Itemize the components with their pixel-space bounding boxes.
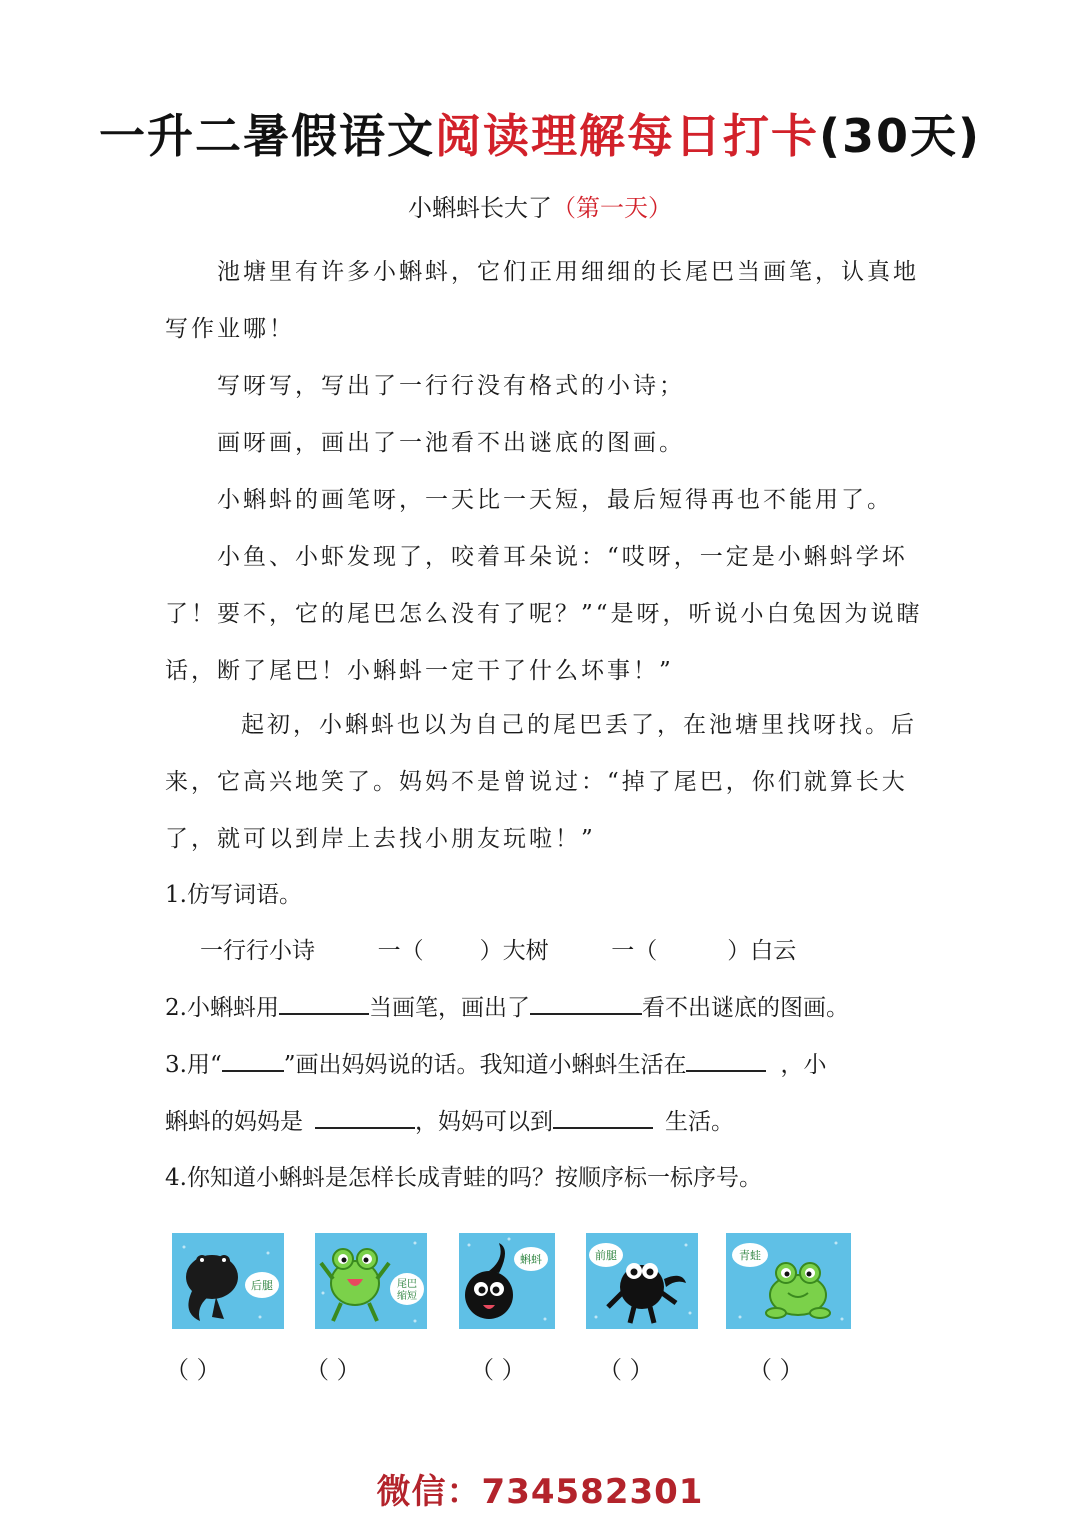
story-title: [0, 188, 1080, 223]
answer-blank[interactable]: [279, 991, 369, 1015]
day-label: （第一天）: [552, 194, 672, 222]
question-3: [165, 1037, 925, 1094]
order-blank[interactable]: （ ）: [598, 1356, 654, 1384]
question-1-items: [200, 923, 960, 980]
q2-text-c: 看不出谜底的图画。: [641, 995, 849, 1021]
blank-2-right: ）白云: [727, 938, 797, 964]
question-4: 4.你知道小蝌蚪是怎样长成青蛙的吗？按顺序标一标序号。: [165, 1165, 762, 1191]
order-blank[interactable]: （ ）: [748, 1356, 804, 1384]
example-word: 一行行小诗: [200, 938, 315, 964]
answer-blank[interactable]: [315, 1105, 415, 1129]
picture-caption: 蝌蚪: [520, 1253, 542, 1266]
tadpole-front-legs-icon: [586, 1233, 698, 1329]
order-blank[interactable]: （ ）: [305, 1356, 361, 1384]
q3-text-c: ，小: [780, 1052, 827, 1078]
growth-pictures: [0, 1233, 1080, 1333]
q2-text-a: 2.小蝌蚪用: [165, 995, 279, 1021]
q3-text-a: 3.用“: [165, 1052, 222, 1078]
picture-caption: 青蛙: [739, 1249, 761, 1262]
title-part3: (30天): [818, 109, 982, 163]
q2-text-b: 当画笔，画出了: [368, 995, 530, 1021]
q3-text-e: ，妈妈可以到: [415, 1109, 553, 1135]
blank-2-left: 一（: [611, 938, 658, 964]
blank-1-left: 一（: [377, 938, 424, 964]
q3-text-d: 蝌蚪的妈妈是: [165, 1109, 303, 1135]
caption-line: 尾巴: [397, 1279, 417, 1290]
caption-line: 缩短: [397, 1291, 417, 1302]
answer-blank[interactable]: [686, 1048, 766, 1072]
wechat-contact: 微信：734582301: [376, 1472, 704, 1512]
passage-paragraph: 画呀画，画出了一池看不出谜底的图画。: [217, 430, 685, 456]
tadpole-icon: [459, 1233, 555, 1329]
passage-paragraph: 小鱼、小虾发现了，咬着耳朵说：“哎呀，一定是小蝌蚪学坏了！要不，它的尾巴怎么没有了呢？”“是呀，听说小白兔因为说瞎话，断了尾巴！小蝌蚪一定干了什么坏事！”: [165, 544, 923, 684]
question-1: 1.仿写词语。: [165, 882, 302, 908]
q3-text-f: 生活。: [665, 1109, 734, 1135]
question-2: [165, 980, 925, 1037]
frog-icon: [726, 1233, 851, 1329]
passage-paragraph: 池塘里有许多小蝌蚪，它们正用细细的长尾巴当画笔，认真地写作业哪！: [165, 259, 919, 342]
picture-caption: 后腿: [251, 1279, 273, 1292]
page-title: [0, 100, 1080, 166]
answer-blank[interactable]: [553, 1105, 653, 1129]
blank-1-right: ）大树: [479, 938, 549, 964]
picture-caption: 前腿: [595, 1249, 617, 1262]
story-name: 小蝌蚪长大了: [408, 194, 552, 222]
answer-blank[interactable]: [530, 991, 642, 1015]
order-blank[interactable]: （ ）: [470, 1356, 526, 1384]
order-blank[interactable]: （ ）: [165, 1356, 221, 1384]
tadpole-back-legs-icon: [172, 1233, 284, 1329]
title-part1: 一升二暑假语文: [98, 109, 435, 163]
passage-paragraph: 写呀写，写出了一行行没有格式的小诗；: [217, 373, 685, 399]
frog-tail-shrinking-icon: [315, 1233, 427, 1329]
q3-text-b: ”画出妈妈说的话。我知道小蝌蚪生活在: [283, 1052, 687, 1078]
question-3-line2: [165, 1094, 925, 1151]
title-part2: 阅读理解每日打卡: [434, 109, 819, 163]
answer-blank[interactable]: [222, 1048, 284, 1072]
passage-paragraph: 起初，小蝌蚪也以为自己的尾巴丢了，在池塘里找呀找。后来，它高兴地笑了。妈妈不是曾说过：“掉了尾巴，你们就算长大了，就可以到岸上去找小朋友玩啦！”: [165, 712, 917, 852]
passage-paragraph: 小蝌蚪的画笔呀，一天比一天短，最后短得再也不能用了。: [217, 487, 893, 513]
